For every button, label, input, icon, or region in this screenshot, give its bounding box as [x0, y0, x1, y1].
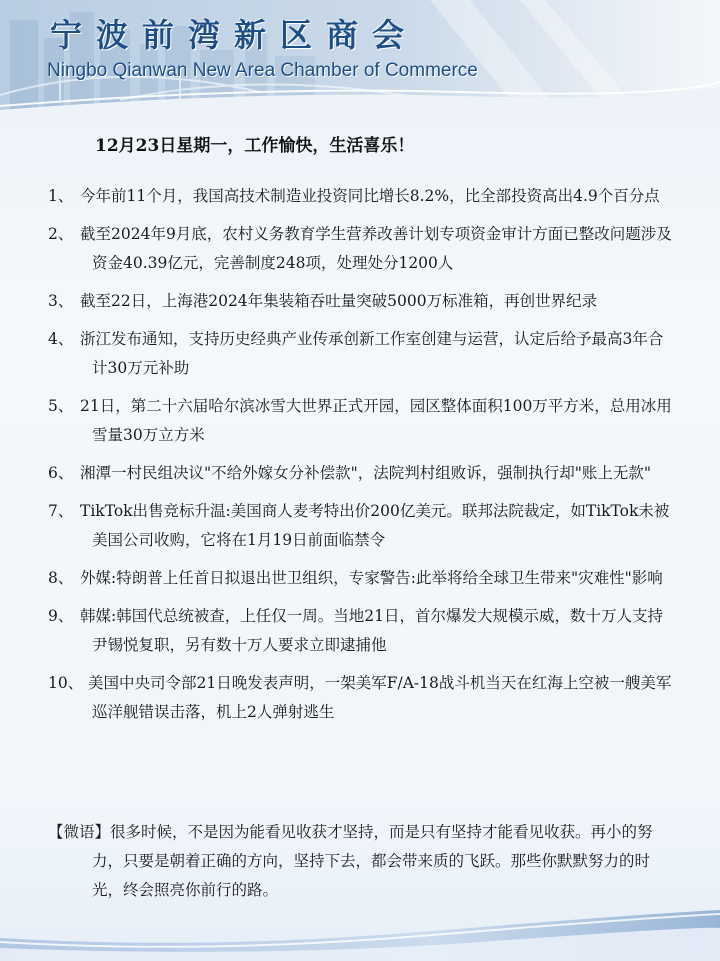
- news-item: [48, 669, 678, 727]
- news-item: [48, 497, 678, 555]
- news-text: 外媒:特朗普上任首日拟退出世卫组织，专家警告:此举将给全球卫生带来"灾难性"影响: [80, 569, 663, 587]
- news-text: 浙江发布通知，支持历史经典产业传承创新工作室创建与运营，认定后给予最高3年合计30万元补助: [80, 330, 664, 377]
- news-number: 8、: [48, 569, 74, 587]
- news-item: [48, 220, 678, 278]
- news-text: 截至22日，上海港2024年集装箱吞吐量突破5000万标准箱，再创世界纪录: [80, 292, 598, 310]
- news-number: 7、: [48, 502, 74, 520]
- motto-text: 很多时候，不是因为能看见收获才坚持，而是只有坚持才能看见收获。再小的努力，只要是朝着正确的方向，坚持下去，都会带来质的飞跃。那些你默默努力的时光，终会照亮你前行的路。: [92, 823, 653, 899]
- news-text: 湘潭一村民组决议"不给外嫁女分补偿款"，法院判村组败诉，强制执行却"账上无款": [80, 464, 652, 482]
- date-greeting: 12月23日星期一，工作愉快，生活喜乐！: [95, 136, 415, 156]
- news-number: 6、: [48, 464, 74, 482]
- news-number: 3、: [48, 292, 74, 310]
- news-number: 1、: [48, 187, 74, 205]
- news-number: 9、: [48, 607, 74, 625]
- news-item: [48, 392, 678, 450]
- news-item: [48, 602, 678, 660]
- news-item: [48, 182, 678, 211]
- news-text: 韩媒:韩国代总统被查，上任仅一周。当地21日，首尔爆发大规模示威，数十万人支持尹锡悦复职，另有数十万人要求立即逮捕他: [80, 607, 663, 654]
- news-number: 5、: [48, 397, 74, 415]
- org-title-cn: 宁波前湾新区商会: [50, 16, 419, 54]
- news-list: [48, 182, 678, 736]
- news-item: [48, 287, 678, 316]
- header-banner: [0, 0, 720, 112]
- org-title-en: Ningbo Qianwan New Area Chamber of Commerce: [47, 60, 478, 81]
- news-text: 美国中央司令部21日晚发表声明，一架美军F/A-18战斗机当天在红海上空被一艘美军巡洋舰错误击落，机上2人弹射逃生: [88, 674, 672, 721]
- news-item: [48, 325, 678, 383]
- news-number: 4、: [48, 330, 74, 348]
- news-text: 今年前11个月，我国高技术制造业投资同比增长8.2%，比全部投资高出4.9个百分点: [80, 187, 660, 205]
- news-number: 10、: [48, 674, 84, 692]
- motto-tag: 【微语】: [48, 823, 111, 841]
- news-text: 21日，第二十六届哈尔滨冰雪大世界正式开园，园区整体面积100万平方米，总用冰用雪量30万立方米: [80, 397, 672, 444]
- news-item: [48, 459, 678, 488]
- news-text: 截至2024年9月底，农村义务教育学生营养改善计划专项资金审计方面已整改问题涉及资金40.39亿元，完善制度248项，处理处分1200人: [80, 225, 672, 272]
- news-item: [48, 564, 678, 593]
- footer-wave: [0, 880, 720, 961]
- news-number: 2、: [48, 225, 74, 243]
- news-text: TikTok出售竞标升温:美国商人麦考特出价200亿美元。联邦法院裁定，如TikTok未被美国公司收购，它将在1月19日前面临禁令: [80, 502, 670, 549]
